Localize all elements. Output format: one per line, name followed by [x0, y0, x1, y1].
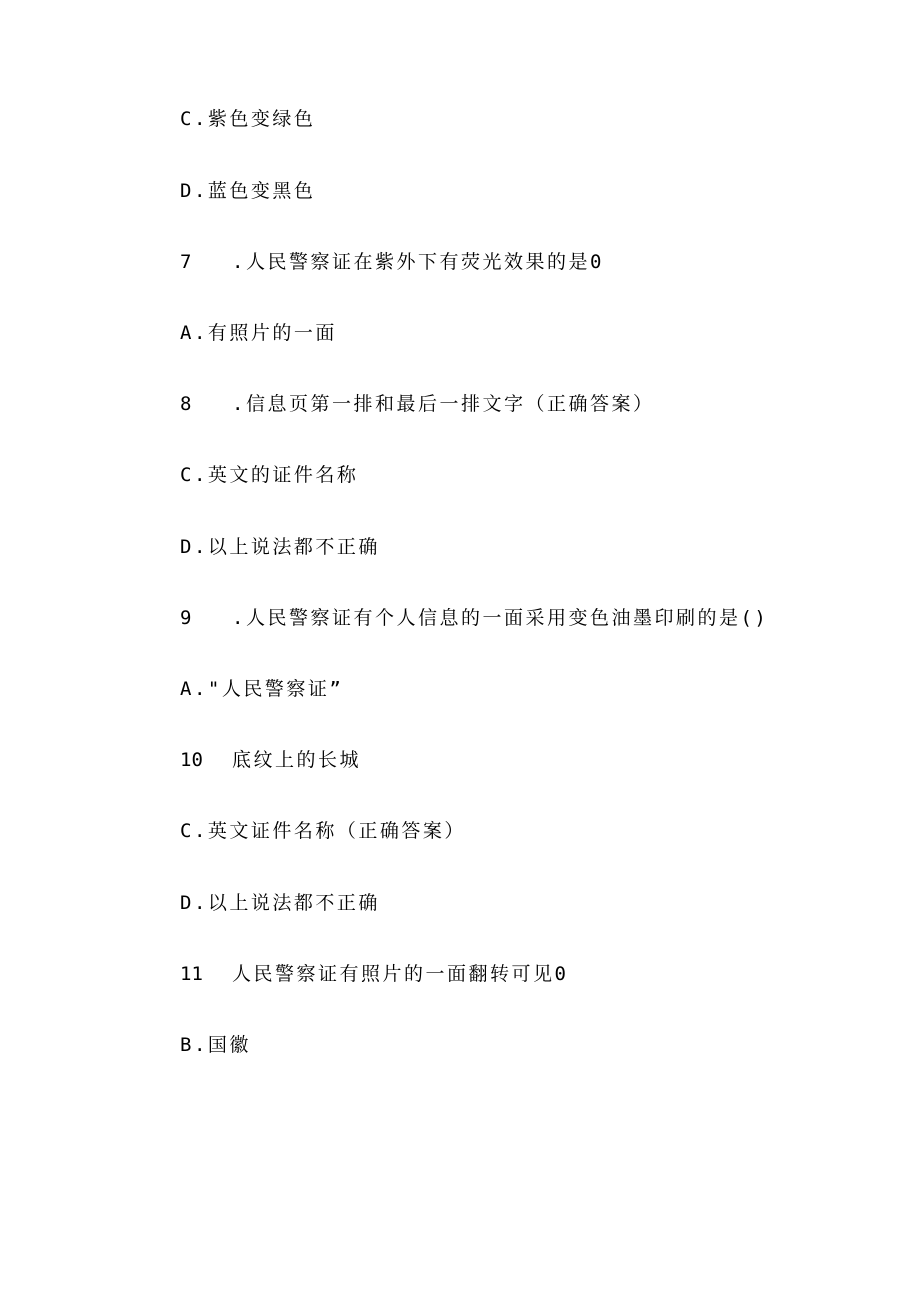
question-number: 11 [180, 963, 203, 985]
line-text: D.以上说法都不正确 [180, 892, 380, 914]
question-text: 底纹上的长城 [232, 749, 362, 771]
option-c-line [180, 818, 466, 844]
option-d-line [180, 534, 380, 560]
option-c-line [180, 462, 358, 488]
line-text: C.英文的证件名称 [180, 464, 359, 486]
question-text: 人民警察证有照片的一面翻转可见0 [232, 963, 569, 985]
line-text: D.以上说法都不正确 [180, 536, 380, 558]
option-a-line [180, 676, 343, 702]
question-9-line [180, 605, 768, 631]
option-a-line [180, 320, 337, 346]
option-b-line [180, 1032, 251, 1058]
question-text: .人民警察证有个人信息的一面采用变色油墨印刷的是() [232, 607, 769, 629]
question-11-line [180, 961, 568, 987]
option-d-line [180, 890, 380, 916]
option-c-line [180, 106, 315, 132]
question-number: 7 [180, 251, 192, 273]
question-text: .信息页第一排和最后一排文字（正确答案） [232, 393, 655, 415]
question-8-line [180, 391, 654, 417]
option-d-line [180, 178, 315, 204]
question-number: 10 [180, 749, 203, 771]
line-text: C.紫色变绿色 [180, 108, 316, 130]
question-10-line [180, 747, 361, 773]
question-7-line [180, 249, 604, 275]
line-text: A."人民警察证” [180, 678, 344, 700]
line-text: C.英文证件名称（正确答案） [180, 820, 466, 842]
question-number: 9 [180, 607, 192, 629]
line-text: B.国徽 [180, 1034, 251, 1056]
question-text: .人民警察证在紫外下有荧光效果的是0 [232, 251, 604, 273]
line-text: A.有照片的一面 [180, 322, 337, 344]
line-text: D.蓝色变黑色 [180, 180, 316, 202]
question-number: 8 [180, 393, 192, 415]
